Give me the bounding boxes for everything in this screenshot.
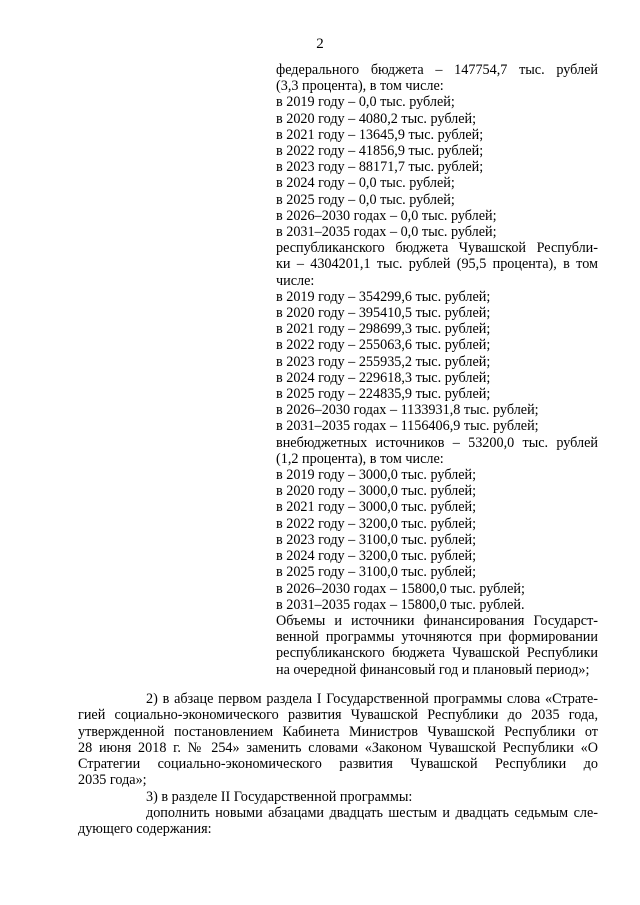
republic-year-list [276,289,598,435]
paragraph-line: дующего содержания: [78,821,212,838]
extrabudgetary-year-item: в 2026–2030 годах – 15800,0 тыс. рублей; [276,580,525,597]
extrabudgetary-year-item: в 2023 году – 3100,0 тыс. рублей; [276,531,477,548]
extrabudgetary-year-list [276,467,598,613]
extrabudgetary-year-item: в 2024 году – 3200,0 тыс. рублей; [276,548,477,565]
paragraph-line: 28 июня 2018 г. № 254» заменить словами «Законом Чувашской Республики «О [78,739,598,756]
extrabudgetary-year-item: в 2025 году – 3100,0 тыс. рублей; [276,564,477,581]
extrabudgetary-line: внебюджетных источников – 53200,0 тыс. рублей [276,434,598,451]
extrabudgetary-year-item: в 2031–2035 годах – 15800,0 тыс. рублей. [276,596,525,613]
closing-note-line: Объемы и источники финансирования Государст- [276,612,598,629]
federal-budget-line: федерального бюджета – 147754,7 тыс. рублей [276,62,598,78]
federal-year-item: в 2023 году – 88171,7 тыс. рублей; [276,159,484,176]
federal-year-item: в 2019 году – 0,0 тыс. рублей; [276,94,455,111]
federal-year-item: в 2020 году – 4080,2 тыс. рублей; [276,110,477,127]
item-3-paragraph [78,788,598,838]
republic-year-item: в 2026–2030 годах – 1133931,8 тыс. рублей; [276,402,539,419]
republic-year-item: в 2023 году – 255935,2 тыс. рублей; [276,353,491,370]
extrabudgetary-year-item: в 2019 году – 3000,0 тыс. рублей; [276,467,477,484]
extrabudgetary-year-item: в 2022 году – 3200,0 тыс. рублей; [276,515,477,532]
federal-year-item: в 2024 году – 0,0 тыс. рублей; [276,175,455,192]
paragraph-line: Стратегии социально-экономического развития Чувашской Республики до [78,756,598,773]
extrabudgetary-year-item: в 2021 году – 3000,0 тыс. рублей; [276,499,477,516]
closing-note-line: венной программы уточняются при формировании [276,629,598,646]
republic-year-item: в 2020 году – 395410,5 тыс. рублей; [276,305,491,322]
federal-year-item: в 2022 году – 41856,9 тыс. рублей; [276,143,484,160]
republic-budget-line: республиканского бюджета Чувашской Республи- [276,240,598,257]
republic-year-item: в 2024 году – 229618,3 тыс. рублей; [276,369,491,386]
paragraph-line: утвержденной постановлением Кабинета Министров Чувашской Республики от [78,723,598,740]
closing-note-line: на очередной финансовый год и плановый период»; [276,661,590,678]
paragraph-line: 3) в разделе II Государственной программы: [146,788,413,805]
item-2-paragraph [78,691,598,789]
republic-budget-line: числе: [276,272,315,289]
financing-column [276,62,598,678]
federal-year-item: в 2026–2030 годах – 0,0 тыс. рублей; [276,207,497,224]
republic-year-item: в 2021 году – 298699,3 тыс. рублей; [276,321,491,338]
closing-note-line: республиканского бюджета Чувашской Республики [276,645,598,662]
page-number: 2 [316,36,324,52]
federal-year-item: в 2031–2035 годах – 0,0 тыс. рублей; [276,224,497,241]
republic-year-item: в 2025 году – 224835,9 тыс. рублей; [276,386,491,403]
amendments-body [78,691,598,838]
extrabudgetary-year-item: в 2020 году – 3000,0 тыс. рублей; [276,483,477,500]
federal-year-item: в 2021 году – 13645,9 тыс. рублей; [276,126,484,143]
paragraph-line: 2) в абзаце первом раздела I Государственной программы слова «Страте- [146,691,598,707]
federal-budget-share: (3,3 процента), в том числе: [276,78,444,95]
paragraph-line: дополнить новыми абзацами двадцать шестым и двадцать седьмым сле- [146,805,598,822]
paragraph-line: 2035 года»; [78,772,147,789]
republic-year-item: в 2022 году – 255063,6 тыс. рублей; [276,337,491,354]
federal-year-list [276,94,598,240]
republic-year-item: в 2019 году – 354299,6 тыс. рублей; [276,288,491,305]
extrabudgetary-share: (1,2 процента), в том числе: [276,450,444,467]
federal-year-item: в 2025 году – 0,0 тыс. рублей; [276,191,455,208]
republic-year-item: в 2031–2035 годах – 1156406,9 тыс. рублей; [276,418,539,435]
republic-budget-line: ки – 4304201,1 тыс. рублей (95,5 процента), в том [276,256,598,273]
paragraph-line: гией социально-экономического развития Чувашской Республики до 2035 года, [78,707,598,724]
